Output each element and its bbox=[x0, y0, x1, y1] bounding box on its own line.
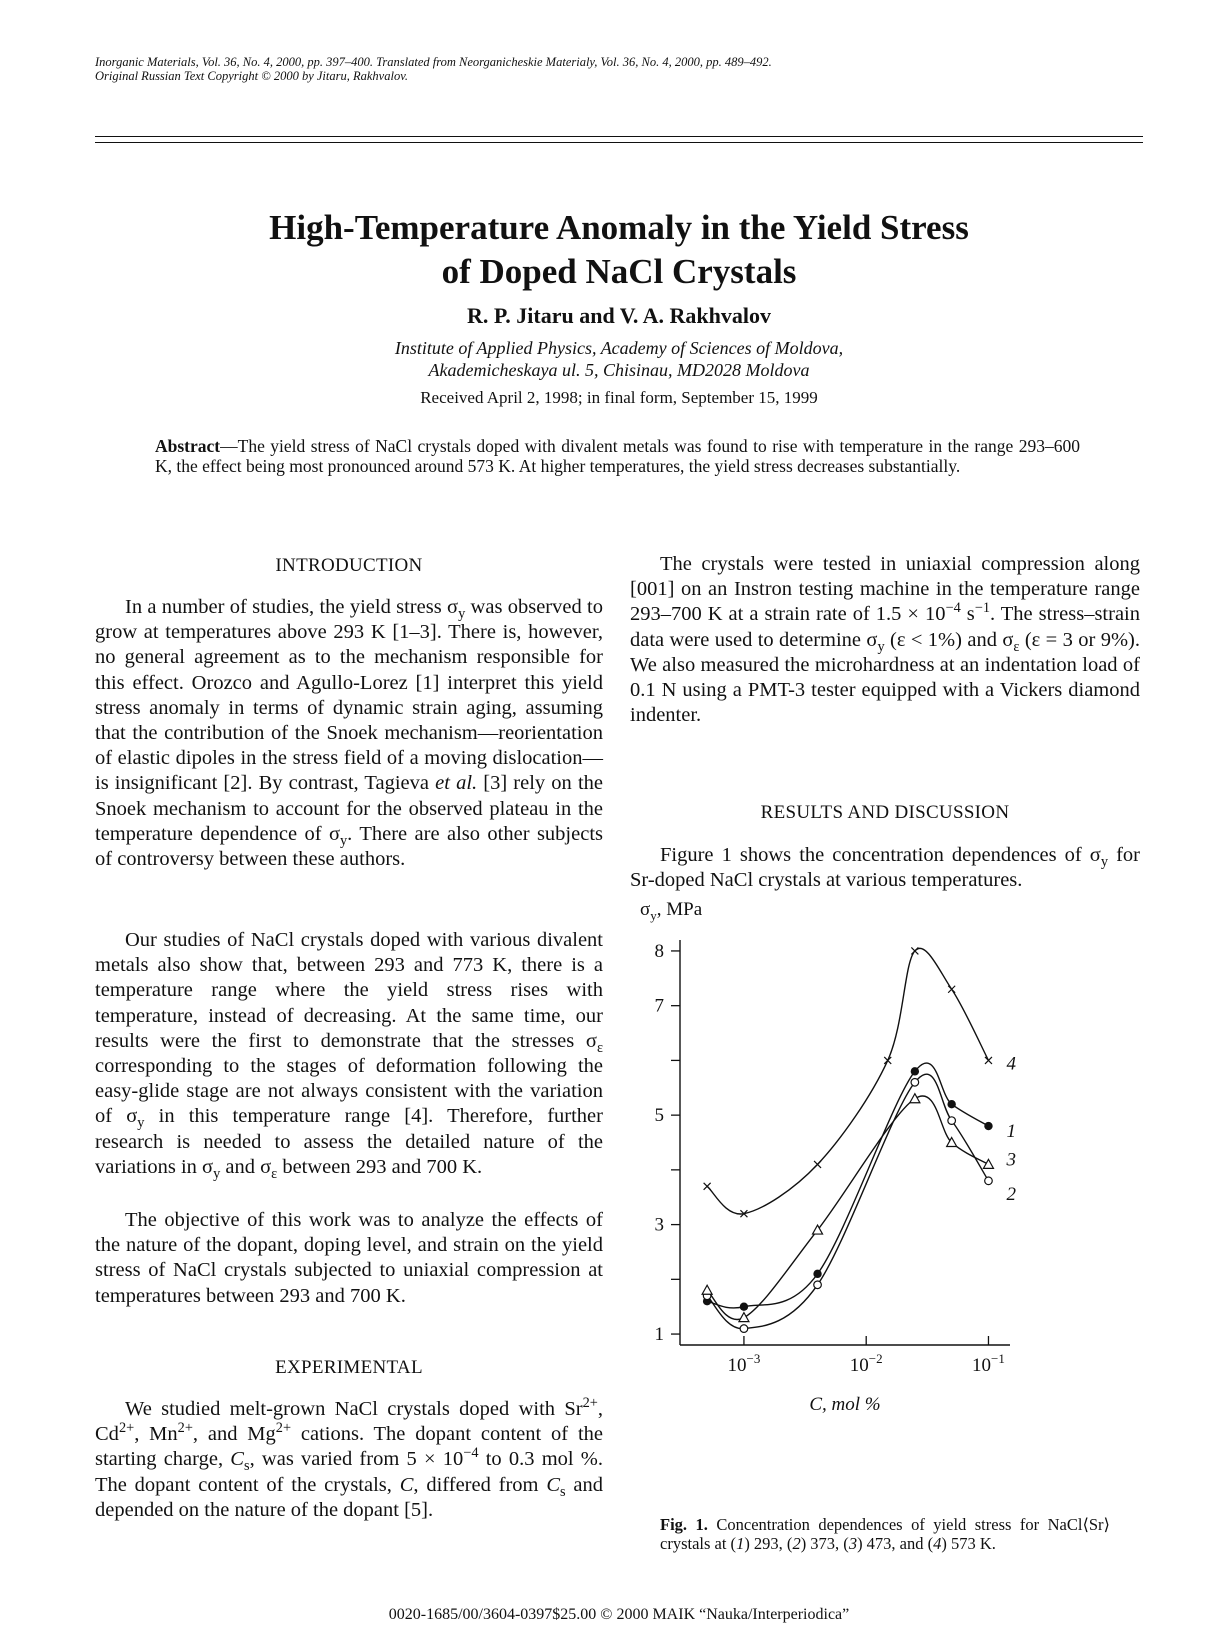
received-dates: Received April 2, 1998; in final form, September 15, 1999 bbox=[420, 388, 818, 407]
footer-copyright: 0020-1685/00/3604-0397$25.00 © 2000 MAIK “Nauka/Interperiodica” bbox=[388, 1606, 850, 1623]
journal-citation: Inorganic Materials, Vol. 36, No. 4, 2000, pp. 397–400. Translated from Neorganicheskie Materialy, Vol. 36, No. 4, 2000, pp. 489–492. bbox=[95, 55, 772, 69]
abstract bbox=[155, 436, 1080, 476]
series-4-point bbox=[814, 1161, 821, 1168]
abstract-text: —The yield stress of NaCl crystals doped with divalent metals was found to rise with temperature in the range 293–600 K, the effect being most pronounced around 573 K. At higher temperatures, the yield stress decreases substantially. bbox=[155, 436, 1080, 476]
x-axis-label: C, mol % bbox=[809, 1394, 881, 1415]
y-tick-label: 7 bbox=[654, 995, 664, 1017]
intro-paragraph-3 bbox=[95, 1208, 603, 1309]
series-4-point bbox=[948, 986, 955, 993]
paper-title-line-2: of Doped NaCl Crystals bbox=[441, 252, 797, 291]
series-1-point bbox=[911, 1067, 919, 1075]
x-tick-label: $10^{-3}$ bbox=[727, 1351, 761, 1376]
header-rule-bottom bbox=[95, 142, 1143, 143]
series-4-point bbox=[704, 1183, 711, 1190]
y-tick-label: 1 bbox=[654, 1324, 664, 1346]
abstract-lead: Abstract bbox=[155, 436, 221, 456]
series-4-point bbox=[911, 947, 918, 954]
series-4-line bbox=[707, 948, 988, 1214]
series-2-label: 2 bbox=[1006, 1183, 1016, 1205]
series-1-point bbox=[984, 1122, 992, 1130]
series-3-label: 3 bbox=[1006, 1149, 1016, 1171]
y-tick-label: 5 bbox=[654, 1105, 664, 1127]
intro-paragraph-1 bbox=[95, 595, 603, 872]
header-rule-top bbox=[95, 136, 1143, 137]
experimental-paragraph-1 bbox=[95, 1397, 603, 1523]
intro-paragraph-2 bbox=[95, 928, 603, 1180]
y-tick-label: 8 bbox=[654, 940, 664, 962]
yield-stress-chart bbox=[630, 899, 1140, 1490]
figure-caption-lead: Fig. 1. bbox=[660, 1515, 708, 1534]
experimental-paragraph-1-text: We studied melt-grown NaCl crystals doped with $Sr^{2+}$, $Cd^{2+}$, $Mn^{2+}$, and $Mg^{2+}$ cations. The dopant content of the starting charge, $C_s$, was varied from $5 \times 10^{-4}$ to 0.3 mol %. The dopant content of the crystals, C, differed from $C_s$ and depended on the nature of the dopant [5]. bbox=[95, 1395, 604, 1521]
intro-paragraph-1-text: In a number of studies, the yield stress $\sigma_y$ was observed to grow at temperatures above 293 K [1–3]. There is, however, no general agreement as to the mechanism responsible for this effect. Orozco and Agullo-Lorez [1] interpret this yield stress anomaly in terms of dynamic strain aging, assuming that the contribution of the Snoek mechanism—reorientation of elastic dipoles in the stress field of a moving dislocation—is insignificant [2]. By contrast, Tagieva et al. [3] rely on the Snoek mechanism to account for the observed plateau in the temperature dependence of $\sigma_y$. There are also other subjects of controversy between these authors. bbox=[95, 596, 603, 871]
copyright-line: Original Russian Text Copyright © 2000 by Jitaru, Rakhvalov. bbox=[95, 69, 408, 83]
series-4-point bbox=[985, 1057, 992, 1064]
series-2-point bbox=[911, 1078, 919, 1086]
figure-1 bbox=[630, 899, 1140, 1490]
series-1-point bbox=[813, 1270, 821, 1278]
series-1-point bbox=[740, 1302, 748, 1310]
series-2-line bbox=[707, 1074, 988, 1328]
series-2-point bbox=[814, 1281, 822, 1289]
experimental-paragraph-2-text: The crystals were tested in uniaxial compression along [001] on an Instron testing machine in the temperature range 293–700 K at a strain rate of $1.5 \times 10^{-4}$ $s^{-1}$. The stress–strain data were used to determine $\sigma_y$ (ε < 1%) and $\sigma_\varepsilon$ (ε = 3 or 9%). We also measured the microhardness at an indentation load of 0.1 N using a PMT-3 tester equipped with a Vickers diamond indenter. bbox=[630, 553, 1140, 727]
intro-paragraph-3-text: The objective of this work was to analyze the effects of the nature of the dopant, doping level, and strain on the yield stress of NaCl crystals subjected to uniaxial compression at temperatures between 293 and 700 K. bbox=[95, 1209, 603, 1307]
section-heading-results: RESULTS AND DISCUSSION bbox=[760, 802, 1010, 823]
series-4-point bbox=[884, 1057, 891, 1064]
series-2-point bbox=[948, 1117, 956, 1125]
x-tick-label: $10^{-2}$ bbox=[849, 1351, 883, 1376]
affiliation-line-1: Institute of Applied Physics, Academy of Sciences of Moldova, bbox=[394, 338, 844, 358]
series-2-point bbox=[740, 1325, 748, 1333]
section-heading-introduction: INTRODUCTION bbox=[275, 555, 423, 576]
y-axis-label: $\sigma_y$, MPa bbox=[640, 899, 703, 923]
authors: R. P. Jitaru and V. A. Rakhvalov bbox=[466, 303, 771, 328]
series-1-line bbox=[707, 1063, 988, 1308]
series-1-point bbox=[947, 1100, 955, 1108]
series-2-point bbox=[985, 1177, 993, 1185]
figure-caption bbox=[660, 1515, 1110, 1553]
experimental-paragraph-2 bbox=[630, 552, 1140, 728]
x-tick-label: $10^{-1}$ bbox=[972, 1351, 1005, 1376]
series-3-point bbox=[739, 1313, 749, 1322]
series-3-line bbox=[707, 1096, 988, 1320]
paper-title-line-1: High-Temperature Anomaly in the Yield Stress bbox=[269, 208, 969, 247]
section-heading-experimental: EXPERIMENTAL bbox=[275, 1357, 423, 1378]
series-3-point bbox=[983, 1159, 993, 1168]
results-paragraph-1-text: Figure 1 shows the concentration dependences of $\sigma_y$ for Sr-doped NaCl crystals at various temperatures. bbox=[630, 844, 1140, 892]
series-1-label: 1 bbox=[1006, 1121, 1016, 1143]
series-4-label: 4 bbox=[1006, 1053, 1016, 1075]
results-paragraph-1 bbox=[630, 843, 1140, 893]
figure-caption-text: Concentration dependences of yield stress for NaCl⟨Sr⟩ crystals at (1) 293, (2) 373, (3) 473, and (4) 573 K. bbox=[660, 1515, 1110, 1553]
intro-paragraph-2-text: Our studies of NaCl crystals doped with various divalent metals also show that, between 293 and 773 K, there is a temperature range where the yield stress rises with temperature, instead of decreasing. At the same time, our results were the first to demonstrate that the stresses $\sigma_\varepsilon$ corresponding to the stages of deformation following the easy-glide stage are not always consistent with the variation of $\sigma_y$ in this temperature range [4]. Therefore, further research is needed to assess the detailed nature of the variations in $\sigma_y$ and $\sigma_\varepsilon$ between 293 and 700 K. bbox=[95, 929, 603, 1182]
series-3-point bbox=[910, 1094, 920, 1103]
affiliation-line-2: Akademicheskaya ul. 5, Chisinau, MD2028 Moldova bbox=[428, 360, 810, 380]
y-tick-label: 3 bbox=[654, 1214, 664, 1236]
series-3-point bbox=[702, 1285, 712, 1294]
